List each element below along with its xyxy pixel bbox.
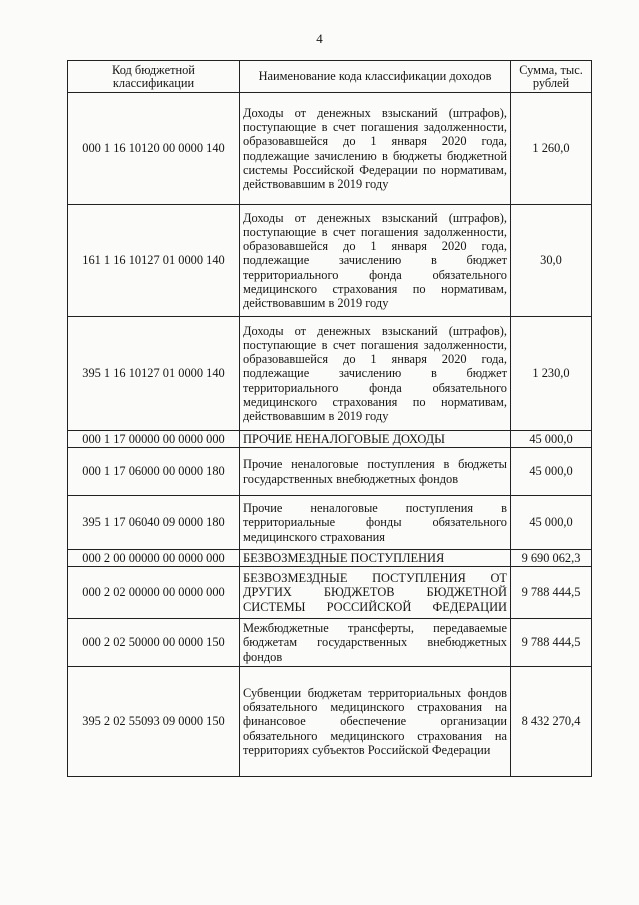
income-name-cell: Доходы от денежных взысканий (штрафов), поступающие в счет погашения задолженности, образовавшейся до 1 января 2020 года, подлежащие зачислению в бюджет территориального фонда обязательного медицинского страхования по нормативам, действовавшим в 2019 году [240,205,511,317]
header-budget-code: Код бюджетной классификации [68,61,240,93]
table-row [68,567,592,619]
budget-code-cell: 000 1 16 10120 00 0000 140 [68,93,240,205]
table-row [68,667,592,777]
table-header-row [68,61,592,93]
amount-cell: 1 230,0 [511,317,592,431]
amount-cell: 45 000,0 [511,431,592,448]
income-name-cell: Субвенции бюджетам территориальных фондов обязательного медицинского страхования на финансовое обеспечение организации обязательного медицинского страхования на территориях субъектов Российской Федерации [240,667,511,777]
budget-code-cell: 395 1 16 10127 01 0000 140 [68,317,240,431]
income-name-cell: ПРОЧИЕ НЕНАЛОГОВЫЕ ДОХОДЫ [240,431,511,448]
budget-code-cell: 000 2 02 50000 00 0000 150 [68,619,240,667]
table-row [68,205,592,317]
budget-code-cell: 395 1 17 06040 09 0000 180 [68,496,240,550]
amount-cell: 30,0 [511,205,592,317]
income-name-cell: Межбюджетные трансферты, передаваемые бюджетам государственных внебюджетных фондов [240,619,511,667]
amount-cell: 9 788 444,5 [511,619,592,667]
income-name-cell: Доходы от денежных взысканий (штрафов), поступающие в счет погашения задолженности, образовавшейся до 1 января 2020 года, подлежащие зачислению в бюджеты бюджетной системы Российской Федерации по нормативам, действовавшим в 2019 году [240,93,511,205]
table-row [68,317,592,431]
amount-cell: 8 432 270,4 [511,667,592,777]
table-row [68,496,592,550]
amount-cell: 9 690 062,3 [511,550,592,567]
income-name-cell: Прочие неналоговые поступления в бюджеты государственных внебюджетных фондов [240,448,511,496]
budget-code-cell: 000 1 17 00000 00 0000 000 [68,431,240,448]
amount-cell: 1 260,0 [511,93,592,205]
income-name-cell: Прочие неналоговые поступления в территориальные фонды обязательного медицинского страхования [240,496,511,550]
table-row [68,431,592,448]
table-row [68,93,592,205]
income-name-cell: БЕЗВОЗМЕЗДНЫЕ ПОСТУПЛЕНИЯ ОТ ДРУГИХ БЮДЖЕТОВ БЮДЖЕТНОЙ СИСТЕМЫ РОССИЙСКОЙ ФЕДЕРАЦИИ [240,567,511,619]
budget-code-cell: 161 1 16 10127 01 0000 140 [68,205,240,317]
income-name-cell: Доходы от денежных взысканий (штрафов), поступающие в счет погашения задолженности, образовавшейся до 1 января 2020 года, подлежащие зачислению в бюджет территориального фонда обязательного медицинского страхования по нормативам, действовавшим в 2019 году [240,317,511,431]
budget-code-cell: 000 2 00 00000 00 0000 000 [68,550,240,567]
amount-cell: 45 000,0 [511,496,592,550]
amount-cell: 45 000,0 [511,448,592,496]
page-number: 4 [316,31,323,46]
header-income-name: Наименование кода классификации доходов [240,61,511,93]
table-row [68,619,592,667]
budget-code-cell: 395 2 02 55093 09 0000 150 [68,667,240,777]
budget-revenue-table [67,60,592,777]
budget-code-cell: 000 2 02 00000 00 0000 000 [68,567,240,619]
table-row [68,550,592,567]
header-amount: Сумма, тыс. рублей [511,61,592,93]
budget-code-cell: 000 1 17 06000 00 0000 180 [68,448,240,496]
table-row [68,448,592,496]
income-name-cell: БЕЗВОЗМЕЗДНЫЕ ПОСТУПЛЕНИЯ [240,550,511,567]
amount-cell: 9 788 444,5 [511,567,592,619]
